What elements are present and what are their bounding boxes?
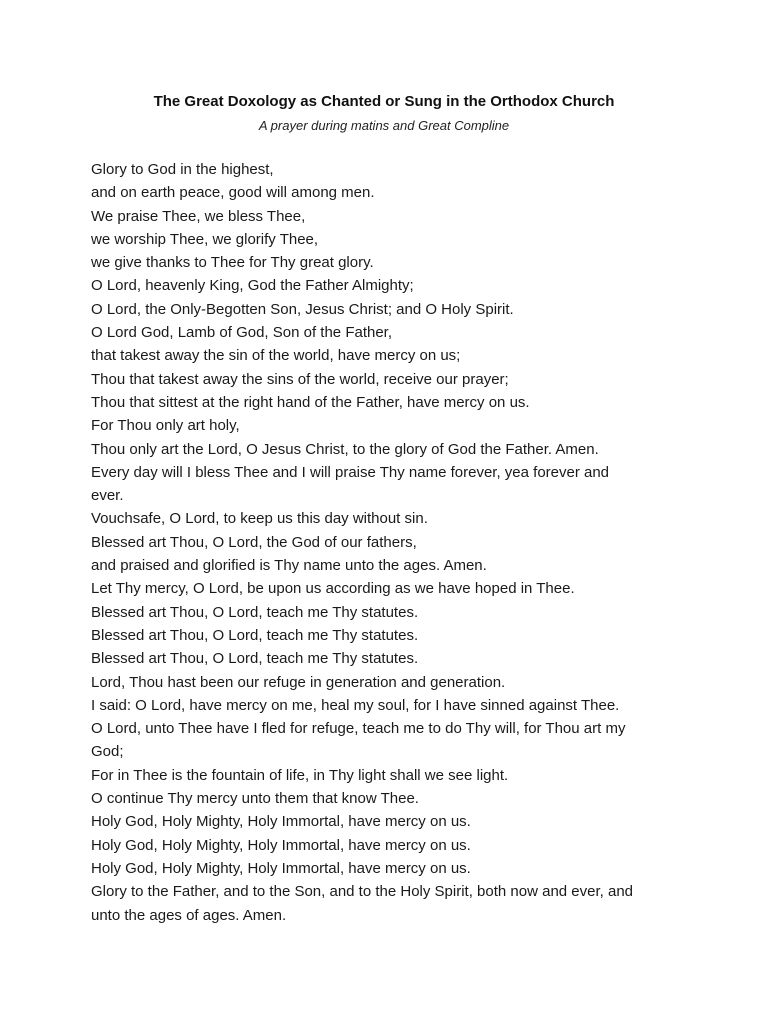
- prayer-text: [91, 158, 691, 927]
- prayer-line: and on earth peace, good will among men.: [91, 184, 375, 202]
- prayer-line: Holy God, Holy Mighty, Holy Immortal, have mercy on us.: [91, 836, 471, 854]
- prayer-line: that takest away the sin of the world, have mercy on us;: [91, 347, 461, 365]
- prayer-line: Thou that sittest at the right hand of the Father, have mercy on us.: [91, 393, 530, 411]
- document-subtitle: A prayer during matins and Great Compline: [258, 118, 510, 133]
- prayer-line: and praised and glorified is Thy name unto the ages. Amen.: [91, 557, 487, 575]
- prayer-line: Lord, Thou hast been our refuge in generation and generation.: [91, 673, 506, 691]
- prayer-line: Let Thy mercy, O Lord, be upon us according as we have hoped in Thee.: [91, 580, 575, 598]
- prayer-line: Blessed art Thou, O Lord, teach me Thy statutes.: [91, 603, 419, 621]
- prayer-line: Holy God, Holy Mighty, Holy Immortal, have mercy on us.: [91, 859, 471, 877]
- prayer-line: Every day will I bless Thee and I will praise Thy name forever, yea forever and: [91, 463, 610, 481]
- prayer-line: we worship Thee, we glorify Thee,: [91, 230, 319, 248]
- prayer-line: Holy God, Holy Mighty, Holy Immortal, have mercy on us.: [91, 813, 471, 831]
- prayer-line: For in Thee is the fountain of life, in Thy light shall we see light.: [91, 766, 509, 784]
- prayer-line: O Lord, unto Thee have I fled for refuge, teach me to do Thy will, for Thou art my: [91, 720, 626, 738]
- prayer-line: Thou only art the Lord, O Jesus Christ, to the glory of God the Father. Amen.: [91, 440, 599, 458]
- prayer-line: unto the ages of ages. Amen.: [91, 906, 287, 924]
- prayer-line: I said: O Lord, have mercy on me, heal my soul, for I have sinned against Thee.: [91, 696, 620, 714]
- prayer-line: ever.: [91, 487, 124, 505]
- prayer-line: we give thanks to Thee for Thy great glory.: [91, 254, 374, 272]
- prayer-line: O continue Thy mercy unto them that know Thee.: [91, 790, 419, 808]
- prayer-line: Blessed art Thou, O Lord, teach me Thy statutes.: [91, 650, 419, 668]
- prayer-line: O Lord, heavenly King, God the Father Almighty;: [91, 277, 414, 295]
- prayer-line: God;: [91, 743, 124, 761]
- prayer-line: Vouchsafe, O Lord, to keep us this day without sin.: [91, 510, 428, 528]
- prayer-line: We praise Thee, we bless Thee,: [91, 207, 306, 225]
- prayer-line: Glory to God in the highest,: [91, 161, 274, 178]
- prayer-line: O Lord, the Only-Begotten Son, Jesus Christ; and O Holy Spirit.: [91, 300, 514, 318]
- prayer-line: Blessed art Thou, O Lord, teach me Thy statutes.: [91, 626, 419, 644]
- prayer-line: O Lord God, Lamb of God, Son of the Father,: [91, 324, 393, 342]
- prayer-line: Thou that takest away the sins of the world, receive our prayer;: [91, 370, 509, 388]
- prayer-line: For Thou only art holy,: [91, 417, 240, 435]
- prayer-line: Glory to the Father, and to the Son, and to the Holy Spirit, both now and ever, and: [91, 883, 634, 901]
- document-title: The Great Doxology as Chanted or Sung in the Orthodox Church: [153, 93, 615, 110]
- prayer-line: Blessed art Thou, O Lord, the God of our fathers,: [91, 533, 417, 551]
